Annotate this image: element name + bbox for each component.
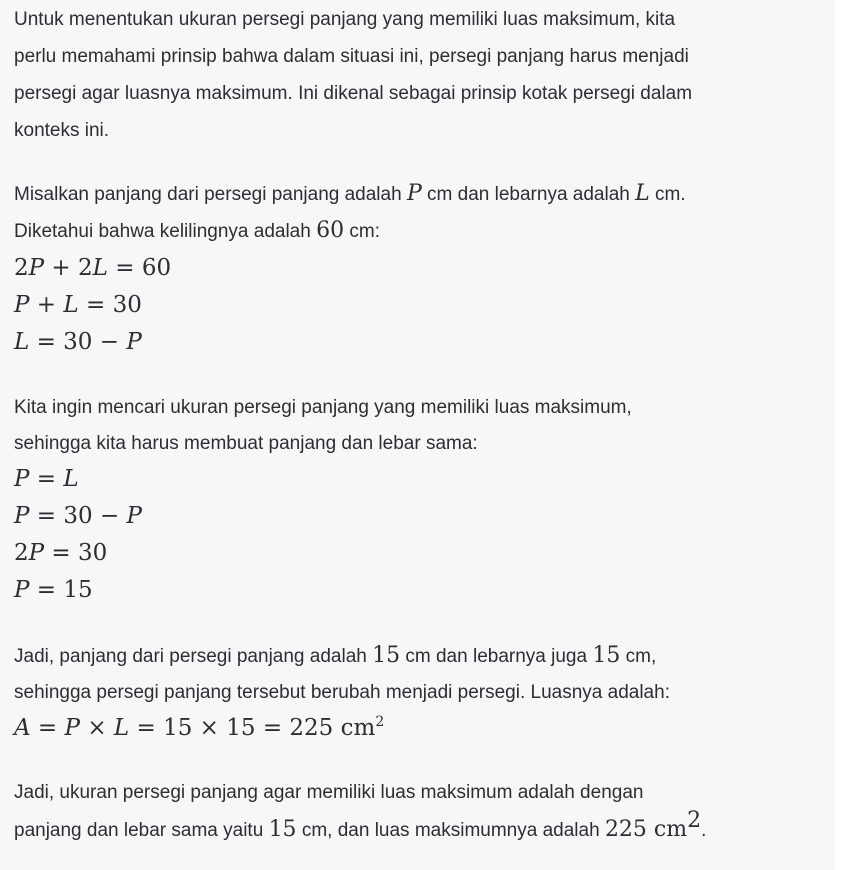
math-var-p: P bbox=[406, 181, 422, 206]
equation: P = L bbox=[14, 466, 79, 492]
text: . bbox=[701, 820, 707, 841]
text: Diketahui bahwa kelilingnya adalah bbox=[14, 221, 317, 242]
equation: 2P + 2L = 60 bbox=[14, 255, 172, 281]
equation: P + L = 30 bbox=[14, 292, 142, 318]
para2-line-2 bbox=[14, 219, 380, 243]
math-number: 15 bbox=[268, 817, 297, 842]
equation: L = 30 − P bbox=[14, 329, 142, 355]
para5-line-1: Jadi, ukuran persegi panjang agar memiliki luas maksimum adalah dengan bbox=[14, 782, 644, 803]
math-number: 225 cm bbox=[604, 817, 688, 842]
text: cm dan lebarnya adalah bbox=[421, 184, 636, 205]
para1-line-4: konteks ini. bbox=[14, 120, 110, 141]
para4-line-1 bbox=[14, 644, 656, 668]
text: cm: bbox=[344, 221, 380, 242]
text: cm dan lebarnya juga bbox=[400, 646, 593, 667]
area-equation: A = P × L = 15 × 15 = 225 $cm^2$ bbox=[14, 714, 385, 741]
math-exponent: 2 bbox=[687, 808, 702, 833]
text: cm, bbox=[620, 646, 657, 667]
para1-line-1: Untuk menentukan ukuran persegi panjang yang memiliki luas maksimum, kita bbox=[14, 9, 676, 30]
math-number: 15 bbox=[372, 643, 401, 668]
text: cm. bbox=[649, 184, 686, 205]
text: Misalkan panjang dari persegi panjang adalah bbox=[14, 184, 407, 205]
para4-line-2: sehingga persegi panjang tersebut berubah menjadi persegi. Luasnya adalah: bbox=[14, 682, 670, 703]
equation: P = 15 bbox=[14, 577, 93, 603]
equation: 2P = 30 bbox=[14, 540, 108, 566]
para1-line-2: perlu memahami prinsip bahwa dalam situasi ini, persegi panjang harus menjadi bbox=[14, 46, 689, 67]
text: Jadi, panjang dari persegi panjang adalah bbox=[14, 646, 373, 667]
text: panjang dan lebar sama yaitu bbox=[14, 820, 269, 841]
text: cm, dan luas maksimumnya adalah bbox=[296, 820, 605, 841]
para3-line-1: Kita ingin mencari ukuran persegi panjang yang memiliki luas maksimum, bbox=[14, 397, 632, 418]
math-number: 60 bbox=[316, 218, 345, 243]
para5-line-2 bbox=[14, 808, 707, 842]
para1-line-3: persegi agar luasnya maksimum. Ini dikenal sebagai prinsip kotak persegi dalam bbox=[14, 83, 693, 104]
math-number: 15 bbox=[592, 643, 621, 668]
equation: P = 30 − P bbox=[14, 503, 143, 529]
para3-line-2: sehingga kita harus membuat panjang dan lebar sama: bbox=[14, 433, 478, 454]
math-var-l: L bbox=[635, 181, 650, 206]
para2-line-1 bbox=[14, 182, 686, 206]
